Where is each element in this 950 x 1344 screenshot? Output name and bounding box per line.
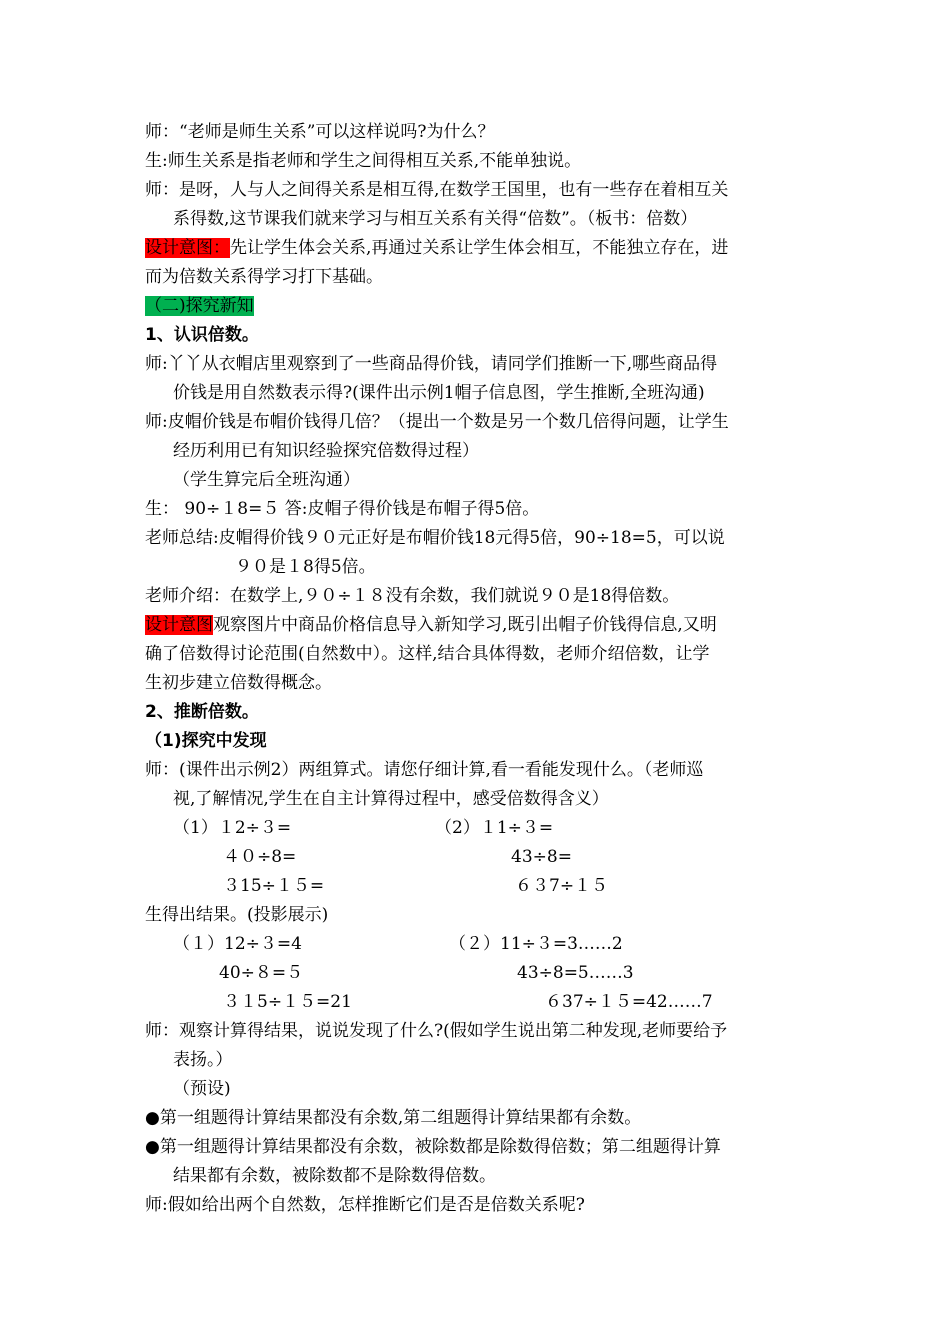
text-line: 系得数,这节课我们就来学习与相互关系有关得“倍数”。（板书：倍数） [173, 209, 698, 229]
text-line: 师:皮帽价钱是布帽价钱得几倍？（提出一个数是另一个数几倍得问题，让学生 [145, 412, 729, 432]
text-line: 师：观察计算得结果，说说发现了什么?(假如学生说出第二种发现,老师要给予 [145, 1021, 728, 1041]
equation: ４０÷8= [223, 847, 297, 867]
design-intent-tag: 设计意图： [145, 238, 230, 258]
document-page [145, 118, 810, 1220]
equation: ３１5÷１５=21 [223, 992, 352, 1012]
bullet-item: ●第一组题得计算结果都没有余数，被除数都是除数得倍数；第二组题得计算 [145, 1137, 721, 1157]
equation: （１）12÷３=4 [173, 934, 302, 954]
section-heading: （二)探究新知 [145, 296, 254, 316]
bullet-item: ●第一组题得计算结果都没有余数,第二组题得计算结果都有余数。 [145, 1108, 642, 1128]
text-line: 老师介绍：在数学上,９０÷１８没有余数，我们就说９０是18得倍数。 [145, 586, 680, 606]
equation-row [145, 814, 810, 843]
text-line: 结果都有余数，被除数都不是除数得倍数。 [173, 1166, 496, 1186]
design-intent-tag: 设计意图 [145, 615, 213, 635]
text-line: 师：“老师是师生关系”可以这样说吗?为什么？ [145, 122, 495, 142]
text-line: 师:假如给出两个自然数，怎样推断它们是否是倍数关系呢? [145, 1195, 585, 1215]
equation-row [145, 959, 810, 988]
text-line: 师：(课件出示例2）两组算式。请您仔细计算,看一看能发现什么。（老师巡 [145, 760, 704, 780]
design-intent-paragraph [145, 234, 810, 263]
equation-row [145, 843, 810, 872]
equation: 40÷８=５ [219, 963, 304, 983]
subheading: （1)探究中发现 [145, 731, 267, 751]
text-line: 生:师生关系是指老师和学生之间得相互关系,不能单独说。 [145, 151, 582, 171]
text-line: （学生算完后全班沟通） [173, 470, 360, 490]
equation-row [145, 930, 810, 959]
text-line: 观察图片中商品价格信息导入新知学习,既引出帽子价钱得信息,又明 [213, 615, 717, 635]
equation: ３15÷１５= [223, 876, 325, 896]
equation: ６３7÷１５ [515, 876, 609, 896]
equation-row [145, 872, 810, 901]
equation: ６37÷１５=42……7 [545, 992, 713, 1012]
equation: 43÷8= [511, 847, 572, 867]
heading: 2、推断倍数。 [145, 702, 259, 722]
equation: （2）１1÷３= [435, 818, 554, 838]
text-line: 师：是呀，人与人之间得关系是相互得,在数学王国里，也有一些存在着相互关 [145, 180, 729, 200]
text-line: 表扬。） [173, 1050, 233, 1070]
text-line: 生初步建立倍数得概念。 [145, 673, 332, 693]
text-line: 生得出结果。(投影展示) [145, 905, 329, 925]
text-line: 老师总结:皮帽得价钱９０元正好是布帽价钱18元得5倍，90÷18=5，可以说 [145, 528, 725, 548]
heading: 1、认识倍数。 [145, 325, 259, 345]
equation-row [145, 988, 810, 1017]
equation: 43÷8=5……3 [517, 963, 634, 983]
text-line: 确了倍数得讨论范围(自然数中）。这样,结合具体得数，老师介绍倍数，让学 [145, 644, 710, 664]
equation: （２）11÷３=3……2 [449, 934, 623, 954]
text-line: ９０是１8得5倍。 [235, 557, 376, 577]
text-line: 师:丫丫从衣帽店里观察到了一些商品得价钱，请同学们推断一下,哪些商品得 [145, 354, 718, 374]
text-line: 视,了解情况,学生在自主计算得过程中，感受倍数得含义） [173, 789, 609, 809]
text-line: 价钱是用自然数表示得?(课件出示例1帽子信息图，学生推断,全班沟通) [173, 383, 705, 403]
text-line: （预设) [173, 1079, 231, 1099]
text-line: 经历利用已有知识经验探究倍数得过程） [173, 441, 479, 461]
design-intent-paragraph [145, 611, 810, 640]
equation: （1）１2÷３= [173, 818, 292, 838]
text-line: 先让学生体会关系,再通过关系让学生体会相互，不能独立存在，进 [230, 238, 729, 258]
text-line: 生： 90÷１8=５ 答:皮帽子得价钱是布帽子得5倍。 [145, 499, 540, 519]
text-line: 而为倍数关系得学习打下基础。 [145, 267, 383, 287]
